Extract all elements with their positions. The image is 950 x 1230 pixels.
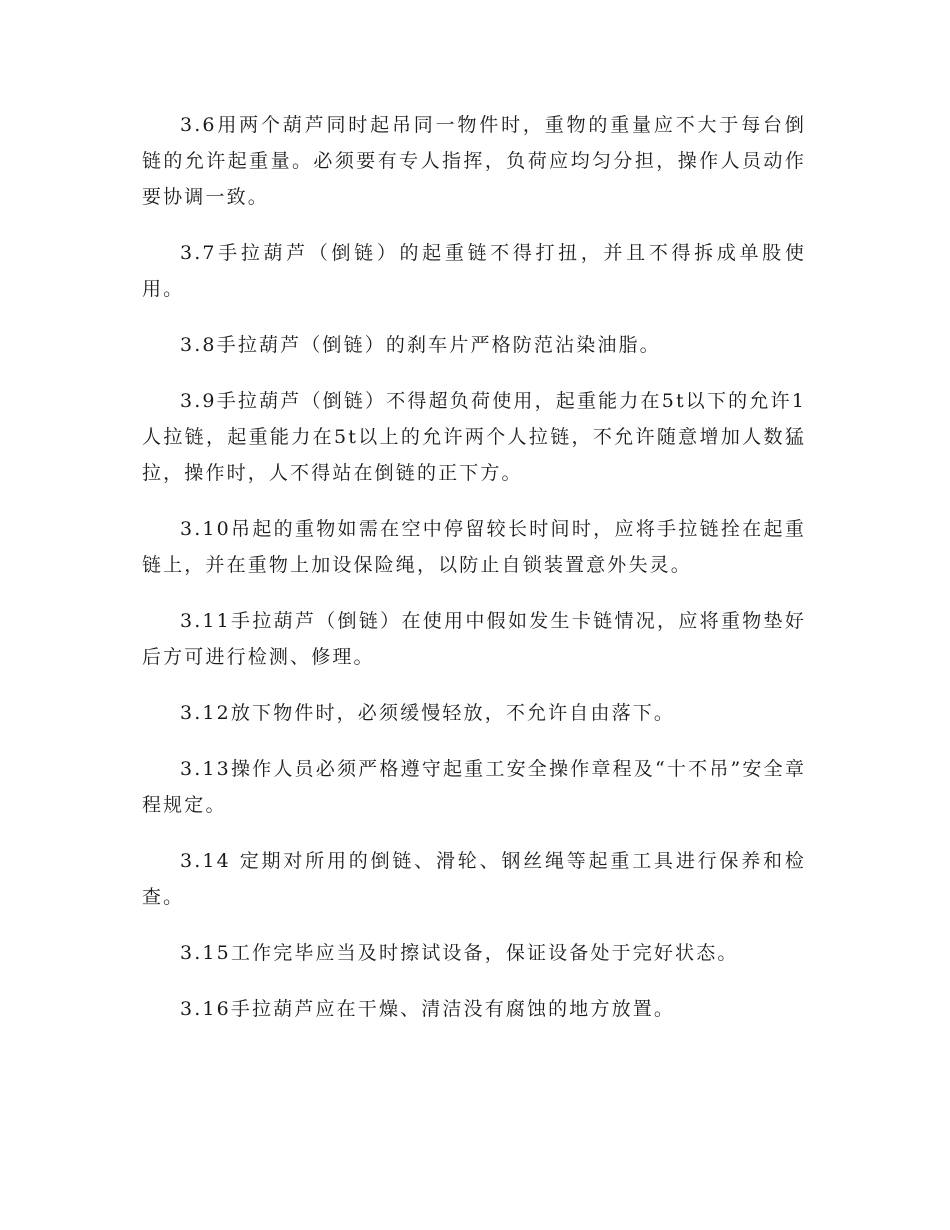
paragraph-3-6: 3.6用两个葫芦同时起吊同一物件时，重物的重量应不大于每台倒链的允许起重量。必须要有专人指挥，负荷应均匀分担，操作人员动作要协调一致。 (142, 114, 806, 208)
paragraph-3-13: 3.13操作人员必须严格遵守起重工安全操作章程及“十不吊”安全章程规定。 (142, 758, 806, 816)
paragraph-3-7: 3.7手拉葫芦（倒链）的起重链不得打扭，并且不得拆成单股使用。 (142, 242, 806, 300)
paragraph-3-8: 3.8手拉葫芦（倒链）的刹车片严格防范沾染油脂。 (180, 334, 661, 356)
paragraph-3-14: 3.14 定期对所用的倒链、滑轮、钢丝绳等起重工具进行保养和检查。 (142, 850, 806, 908)
paragraph-3-11: 3.11手拉葫芦（倒链）在使用中假如发生卡链情况，应将重物垫好后方可进行检测、修理。 (142, 610, 806, 668)
paragraph-3-10: 3.10吊起的重物如需在空中停留较长时间时，应将手拉链拴在起重链上，并在重物上加设保险绳，以防止自锁装置意外失灵。 (142, 518, 806, 576)
paragraph-3-12: 3.12放下物件时，必须缓慢轻放，不允许自由落下。 (180, 702, 676, 724)
paragraph-3-15: 3.15工作完毕应当及时擦试设备，保证设备处于完好状态。 (180, 942, 739, 964)
document-body (142, 107, 806, 1047)
paragraph-3-16: 3.16手拉葫芦应在干燥、清洁没有腐蚀的地方放置。 (180, 998, 676, 1020)
paragraph-3-9: 3.9手拉葫芦（倒链）不得超负荷使用，起重能力在5t以下的允许1人拉链，起重能力在5t以上的允许两个人拉链，不允许随意增加人数猛拉，操作时，人不得站在倒链的正下方。 (142, 390, 806, 484)
